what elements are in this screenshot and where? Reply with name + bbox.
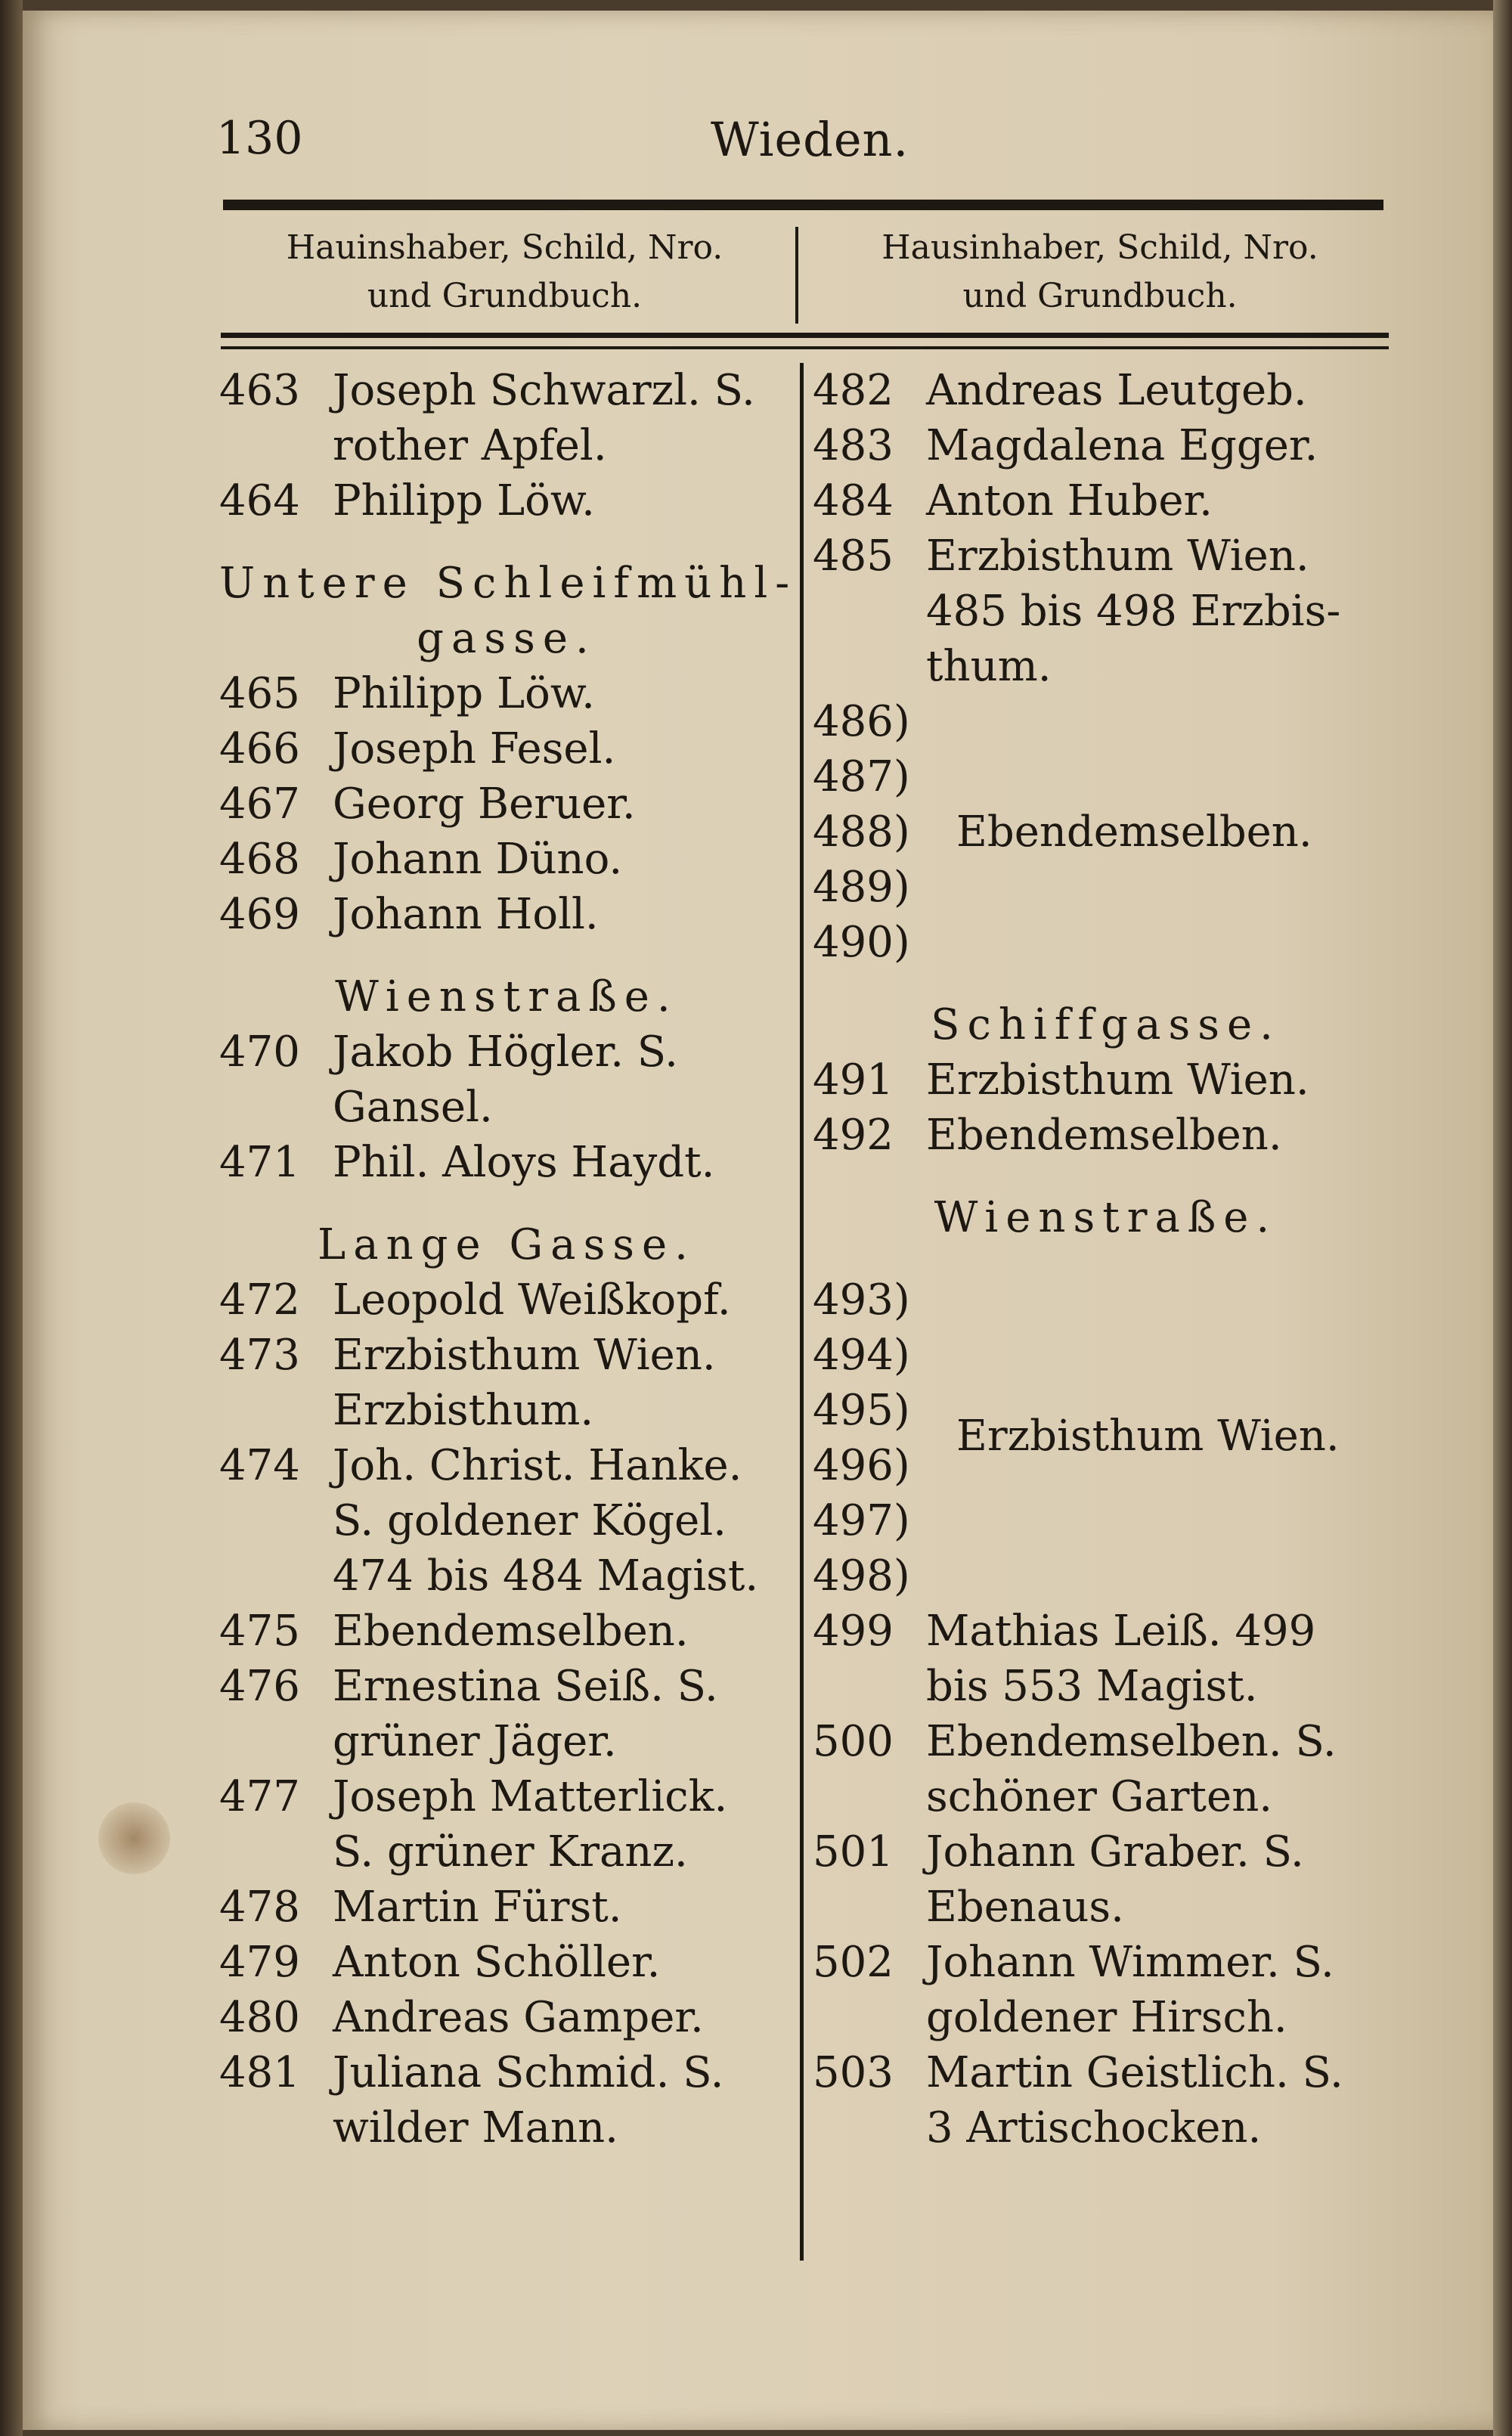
- page-number: 130: [216, 112, 303, 165]
- entry: [813, 363, 1399, 418]
- entry: [813, 1935, 1399, 2045]
- stain: [98, 1802, 170, 1874]
- entry: [813, 1052, 1399, 1108]
- house-number: 502: [813, 1938, 894, 1987]
- entry-text: Ebendemselben.: [333, 1607, 689, 1656]
- entry-text: Johann Graber. S.: [926, 1827, 1304, 1877]
- street-heading: Wienstraße.: [934, 1193, 1278, 1242]
- entry: [219, 1935, 794, 1990]
- house-number: 501: [813, 1827, 894, 1877]
- entry-text: Johann Holl.: [333, 890, 599, 939]
- entry-text: Gansel.: [333, 1083, 493, 1132]
- entry: [219, 1769, 794, 1880]
- entry: [219, 776, 794, 832]
- house-number: 495): [813, 1386, 910, 1435]
- house-number: 487): [813, 752, 910, 801]
- entry-text: Ebenaus.: [926, 1883, 1124, 1932]
- table-rule: [221, 346, 1389, 349]
- house-number: 484: [813, 476, 894, 525]
- column-divider: [800, 363, 804, 2261]
- street-heading: Untere Schleifmühl-: [219, 559, 798, 608]
- house-number: 493): [813, 1275, 910, 1325]
- entry: [813, 1108, 1399, 1163]
- entry-text: Andreas Leutgeb.: [926, 366, 1307, 415]
- house-number: 503: [813, 2048, 894, 2097]
- entry: [219, 666, 794, 721]
- entry: [813, 528, 1399, 694]
- house-number: 468: [219, 835, 300, 884]
- entry: [219, 1024, 794, 1135]
- running-head: Wieden.: [711, 112, 909, 167]
- house-number: 499: [813, 1607, 894, 1656]
- entry-text: Magdalena Egger.: [926, 421, 1318, 470]
- house-number: 465: [219, 669, 300, 718]
- entry-text: Juliana Schmid. S.: [333, 2048, 724, 2097]
- entry: [813, 1824, 1399, 1935]
- house-number: 497): [813, 1496, 910, 1545]
- right-column: [813, 363, 1399, 2156]
- entry: [219, 1880, 794, 1935]
- street-heading: Wienstraße.: [335, 972, 678, 1021]
- house-number: 491: [813, 1055, 894, 1105]
- table-rule: [221, 333, 1389, 338]
- entry: [219, 2045, 794, 2156]
- house-number: 489): [813, 863, 910, 912]
- entry-text: Joh. Christ. Hanke.: [333, 1441, 742, 1490]
- house-number: 486): [813, 697, 910, 746]
- entry: [813, 473, 1399, 528]
- house-number: 466: [219, 724, 300, 773]
- entry-text: Ebendemselben.: [956, 807, 1312, 857]
- header-rule: [223, 200, 1383, 210]
- house-number: 494): [813, 1331, 910, 1380]
- house-number: 482: [813, 366, 894, 415]
- entry-text: Andreas Gamper.: [333, 1993, 704, 2042]
- house-number: 472: [219, 1275, 300, 1325]
- street-heading: Schiffgasse.: [931, 1000, 1281, 1049]
- entry-text: Martin Fürst.: [333, 1883, 622, 1932]
- entry: [219, 1328, 794, 1438]
- entry-text: 3 Artischocken.: [926, 2103, 1262, 2152]
- entry: [219, 887, 794, 942]
- column-header-line: und Grundbuch.: [367, 277, 643, 315]
- entry: [813, 1604, 1399, 1714]
- house-number: 470: [219, 1027, 300, 1077]
- column-header-line: Hausinhaber, Schild, Nro.: [881, 228, 1318, 267]
- entry-text: grüner Jäger.: [333, 1717, 617, 1766]
- house-number: 492: [813, 1111, 894, 1160]
- entry: [219, 1990, 794, 2045]
- house-number: 471: [219, 1138, 300, 1187]
- house-number: 475: [219, 1607, 300, 1656]
- entry-text: 485 bis 498 Erzbis-: [926, 587, 1341, 636]
- street-heading: gasse.: [417, 614, 596, 663]
- page-edge: [1493, 0, 1512, 2436]
- entry: [219, 1135, 794, 1190]
- entry-text: S. grüner Kranz.: [333, 1827, 688, 1877]
- house-number: 477: [219, 1772, 300, 1821]
- entry-text: Anton Schöller.: [333, 1938, 661, 1987]
- house-number: 490): [813, 918, 910, 967]
- bracket-group: [813, 1272, 1399, 1604]
- house-number: 473: [219, 1331, 300, 1380]
- entry-text: Martin Geistlich. S.: [926, 2048, 1343, 2097]
- house-number: 481: [219, 2048, 300, 2097]
- entry-text: Mathias Leiß. 499: [926, 1607, 1316, 1656]
- entry-text: Joseph Matterlick.: [333, 1772, 728, 1821]
- entry-text: rother Apfel.: [333, 421, 607, 470]
- entry-text: Philipp Löw.: [333, 669, 595, 718]
- entry-text: thum.: [926, 642, 1052, 691]
- entry-text: 474 bis 484 Magist.: [333, 1551, 759, 1601]
- house-number: 464: [219, 476, 300, 525]
- entry: [219, 473, 794, 528]
- house-number: 496): [813, 1441, 910, 1490]
- house-number: 498): [813, 1551, 910, 1601]
- entry-text: Erzbisthum Wien.: [956, 1412, 1340, 1461]
- entry-text: schöner Garten.: [926, 1772, 1273, 1821]
- house-number: 500: [813, 1717, 894, 1766]
- entry-text: bis 553 Magist.: [926, 1662, 1258, 1711]
- book-gutter: [0, 0, 23, 2436]
- house-number: 479: [219, 1938, 300, 1987]
- entry: [219, 832, 794, 887]
- entry-text: Erzbisthum Wien.: [926, 532, 1309, 581]
- house-number: 488): [813, 807, 910, 857]
- entry-text: Joseph Fesel.: [333, 724, 616, 773]
- house-number: 476: [219, 1662, 300, 1711]
- house-number: 463: [219, 366, 300, 415]
- entry: [219, 1604, 794, 1659]
- entry-text: Leopold Weißkopf.: [333, 1275, 731, 1325]
- entry: [219, 1438, 794, 1604]
- entry-text: Ernestina Seiß. S.: [333, 1662, 718, 1711]
- entry-text: S. goldener Kögel.: [333, 1496, 727, 1545]
- column-header-left: [219, 224, 790, 321]
- entry: [813, 2045, 1399, 2156]
- column-header-line: und Grundbuch.: [962, 277, 1238, 315]
- house-number: 480: [219, 1993, 300, 2042]
- house-number: 467: [219, 779, 300, 829]
- house-number: 469: [219, 890, 300, 939]
- house-number: 483: [813, 421, 894, 470]
- entry-text: Ebendemselben. S.: [926, 1717, 1337, 1766]
- entry-text: Erzbisthum Wien.: [926, 1055, 1309, 1105]
- entry-text: Philipp Löw.: [333, 476, 595, 525]
- entry: [813, 418, 1399, 473]
- column-header-right: [809, 224, 1391, 321]
- entry-text: goldener Hirsch.: [926, 1993, 1287, 2042]
- street-heading: Lange Gasse.: [318, 1220, 696, 1269]
- column-header-line: Hauinshaber, Schild, Nro.: [286, 228, 723, 267]
- entry: [219, 721, 794, 776]
- entry-text: Anton Huber.: [926, 476, 1213, 525]
- column-divider: [795, 227, 798, 324]
- house-number: 478: [219, 1883, 300, 1932]
- entry-text: Erzbisthum.: [333, 1386, 594, 1435]
- entry-text: Johann Düno.: [333, 835, 623, 884]
- entry-text: Phil. Aloys Haydt.: [333, 1138, 715, 1187]
- entry: [219, 363, 794, 473]
- house-number: 485: [813, 532, 894, 581]
- entry-text: Ebendemselben.: [926, 1111, 1282, 1160]
- entry-text: Erzbisthum Wien.: [333, 1331, 716, 1380]
- entry-text: wilder Mann.: [333, 2103, 618, 2152]
- entry-text: Jakob Högler. S.: [333, 1027, 678, 1077]
- entry-text: Georg Beruer.: [333, 779, 636, 829]
- entry: [813, 1714, 1399, 1824]
- entry: [219, 1659, 794, 1769]
- entry-text: Joseph Schwarzl. S.: [333, 366, 755, 415]
- entry: [219, 1272, 794, 1328]
- entry-text: Johann Wimmer. S.: [926, 1938, 1334, 1987]
- bracket-group: [813, 694, 1399, 970]
- left-column: [219, 363, 798, 2156]
- house-number: 474: [219, 1441, 300, 1490]
